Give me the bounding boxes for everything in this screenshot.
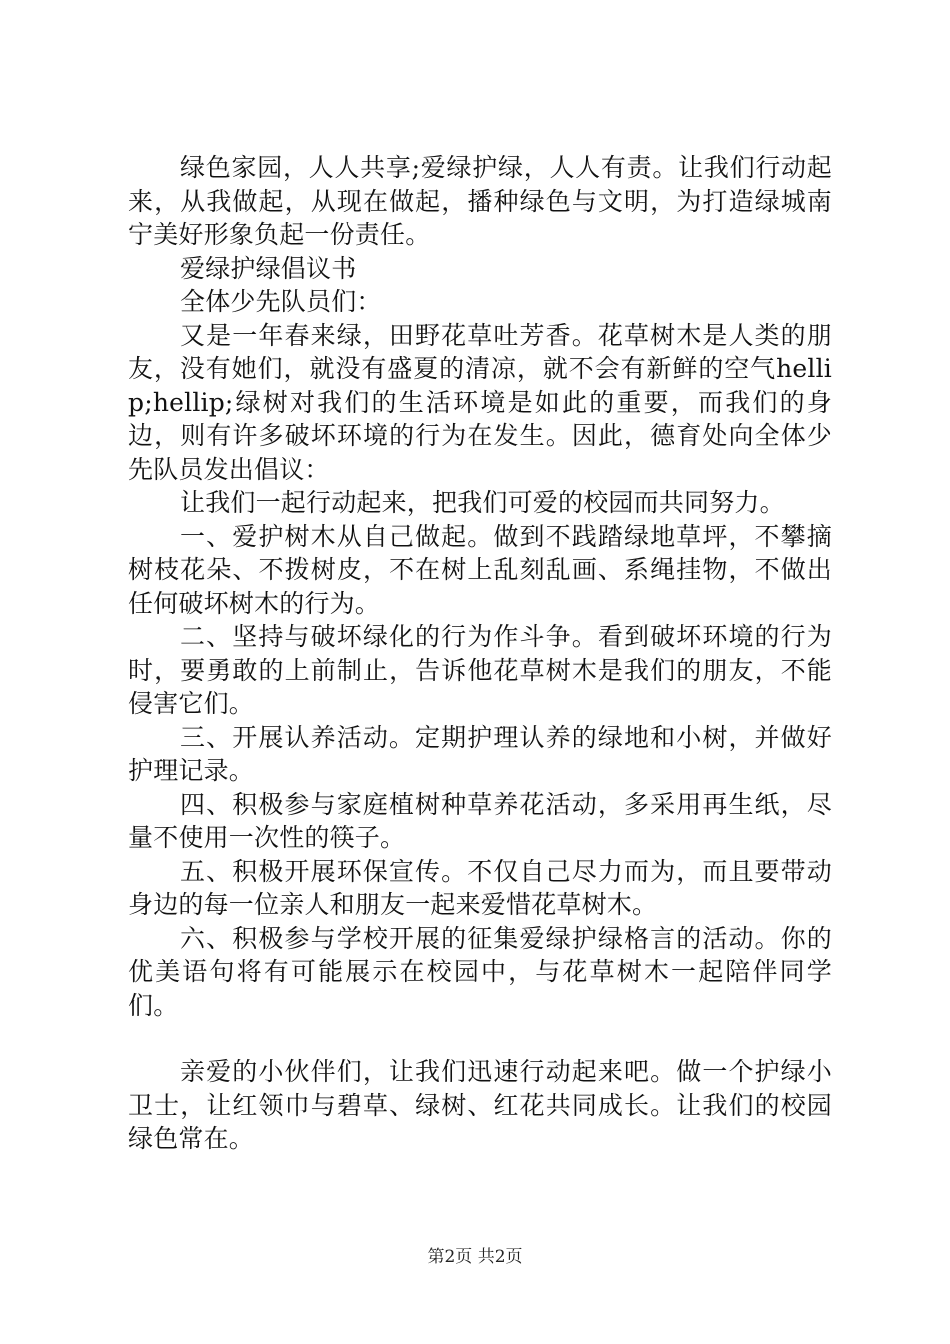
proposal-item-5: 五、积极开展环保宣传。不仅自己尽力而为，而且要带动身边的每一位亲人和朋友一起来爱惜花草树木。 bbox=[128, 856, 832, 919]
paragraph-spacer bbox=[128, 1022, 832, 1055]
salutation: 全体少先队员们： bbox=[180, 287, 382, 316]
proposal-item-6: 六、积极参与学校开展的征集爱绿护绿格言的活动。你的优美语句将有可能展示在校园中，与花草树木一起陪伴同学们。 bbox=[128, 923, 832, 1020]
proposal-item-2: 二、坚持与破坏绿化的行为作斗争。看到破坏环境的行为时，要勇敢的上前制止，告诉他花草树木是我们的朋友，不能侵害它们。 bbox=[128, 622, 832, 718]
proposal-title: 爱绿护绿倡议书 bbox=[180, 253, 357, 283]
paragraph-intro: 又是一年春来绿，田野花草吐芳香。花草树木是人类的朋友，没有她们，就没有盛夏的清凉，就不会有新鲜的空气hellip;hellip;绿树对我们的生活环境是如此的重要，而我们的身边，则有许多破坏环境的行为在发生。因此，德育处向全体少先队员发出倡议： bbox=[128, 320, 832, 484]
document-body bbox=[128, 151, 832, 1156]
paragraph-call-to-action: 让我们一起行动起来，把我们可爱的校园而共同努力。 bbox=[180, 488, 785, 517]
proposal-item-4: 四、积极参与家庭植树种草养花活动，多采用再生纸，尽量不使用一次性的筷子。 bbox=[128, 789, 832, 852]
proposal-item-1: 一、爱护树木从自己做起。做到不践踏绿地草坪，不攀摘树枝花朵、不拨树皮，不在树上乱刻乱画、系绳挂物，不做出任何破坏树木的行为。 bbox=[128, 521, 832, 618]
paragraph-closing-intro: 绿色家园，人人共享;爱绿护绿，人人有责。让我们行动起来，从我做起，从现在做起，播种绿色与文明，为打造绿城南宁美好形象负起一份责任。 bbox=[128, 153, 832, 249]
proposal-item-3: 三、开展认养活动。定期护理认养的绿地和小树，并做好护理记录。 bbox=[128, 722, 832, 785]
page-footer: 第2页 共2页 bbox=[427, 1247, 523, 1267]
paragraph-closing: 亲爱的小伙伴们，让我们迅速行动起来吧。做一个护绿小卫士，让红领巾与碧草、绿树、红花共同成长。让我们的校园绿色常在。 bbox=[128, 1057, 832, 1153]
